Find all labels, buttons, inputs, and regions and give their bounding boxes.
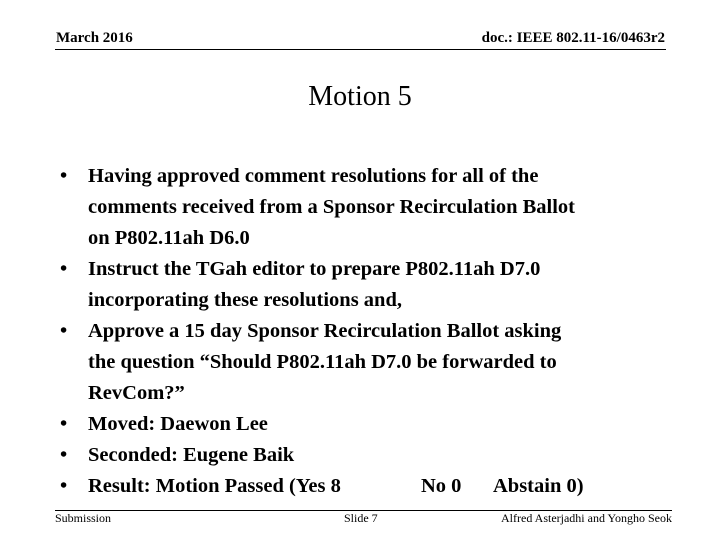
bullet-text-line: incorporating these resolutions and, bbox=[88, 289, 402, 311]
bullet-seconded bbox=[60, 440, 700, 471]
bullet-result bbox=[60, 471, 700, 502]
bullet-marker: • bbox=[60, 320, 68, 342]
bullet-text-line: Instruct the TGah editor to prepare P802.11ah D7.0 bbox=[88, 258, 541, 280]
bullet-approved-resolutions bbox=[60, 161, 700, 254]
bullet-marker: • bbox=[60, 475, 68, 497]
bullet-marker: • bbox=[60, 258, 68, 280]
result-yes: Result: Motion Passed (Yes 8 bbox=[88, 475, 341, 497]
bullet-text-line: Seconded: Eugene Baik bbox=[88, 444, 295, 466]
header-doc-id: doc.: IEEE 802.11-16/0463r2 bbox=[481, 30, 665, 46]
result-abstain: Abstain 0) bbox=[493, 475, 584, 497]
bullet-text-line: the question “Should P802.11ah D7.0 be forwarded to bbox=[88, 351, 557, 373]
bullet-approve-ballot bbox=[60, 316, 700, 409]
bullet-marker: • bbox=[60, 165, 68, 187]
bullet-list bbox=[60, 161, 700, 502]
bullet-instruct-editor bbox=[60, 254, 700, 316]
bullet-text-line: Approve a 15 day Sponsor Recirculation Ballot asking bbox=[88, 320, 562, 342]
result-row bbox=[88, 471, 700, 502]
footer-submission: Submission bbox=[55, 511, 112, 525]
bullet-text-line: RevCom?” bbox=[88, 382, 185, 404]
footer-authors: Alfred Asterjadhi and Yongho Seok bbox=[501, 511, 672, 525]
bullet-text-line: Having approved comment resolutions for all of the bbox=[88, 165, 539, 187]
bullet-text-line: on P802.11ah D6.0 bbox=[88, 227, 250, 249]
bullet-marker: • bbox=[60, 444, 68, 466]
bullet-text-line: Moved: Daewon Lee bbox=[88, 413, 268, 435]
bullet-marker: • bbox=[60, 413, 68, 435]
header-divider bbox=[55, 49, 666, 50]
header-date: March 2016 bbox=[56, 30, 133, 46]
bullet-text-line: comments received from a Sponsor Recirculation Ballot bbox=[88, 196, 576, 218]
slide-title: Motion 5 bbox=[308, 81, 412, 112]
result-no: No 0 bbox=[421, 475, 462, 497]
bullet-moved bbox=[60, 409, 700, 440]
footer-slide-number: Slide 7 bbox=[344, 511, 378, 525]
